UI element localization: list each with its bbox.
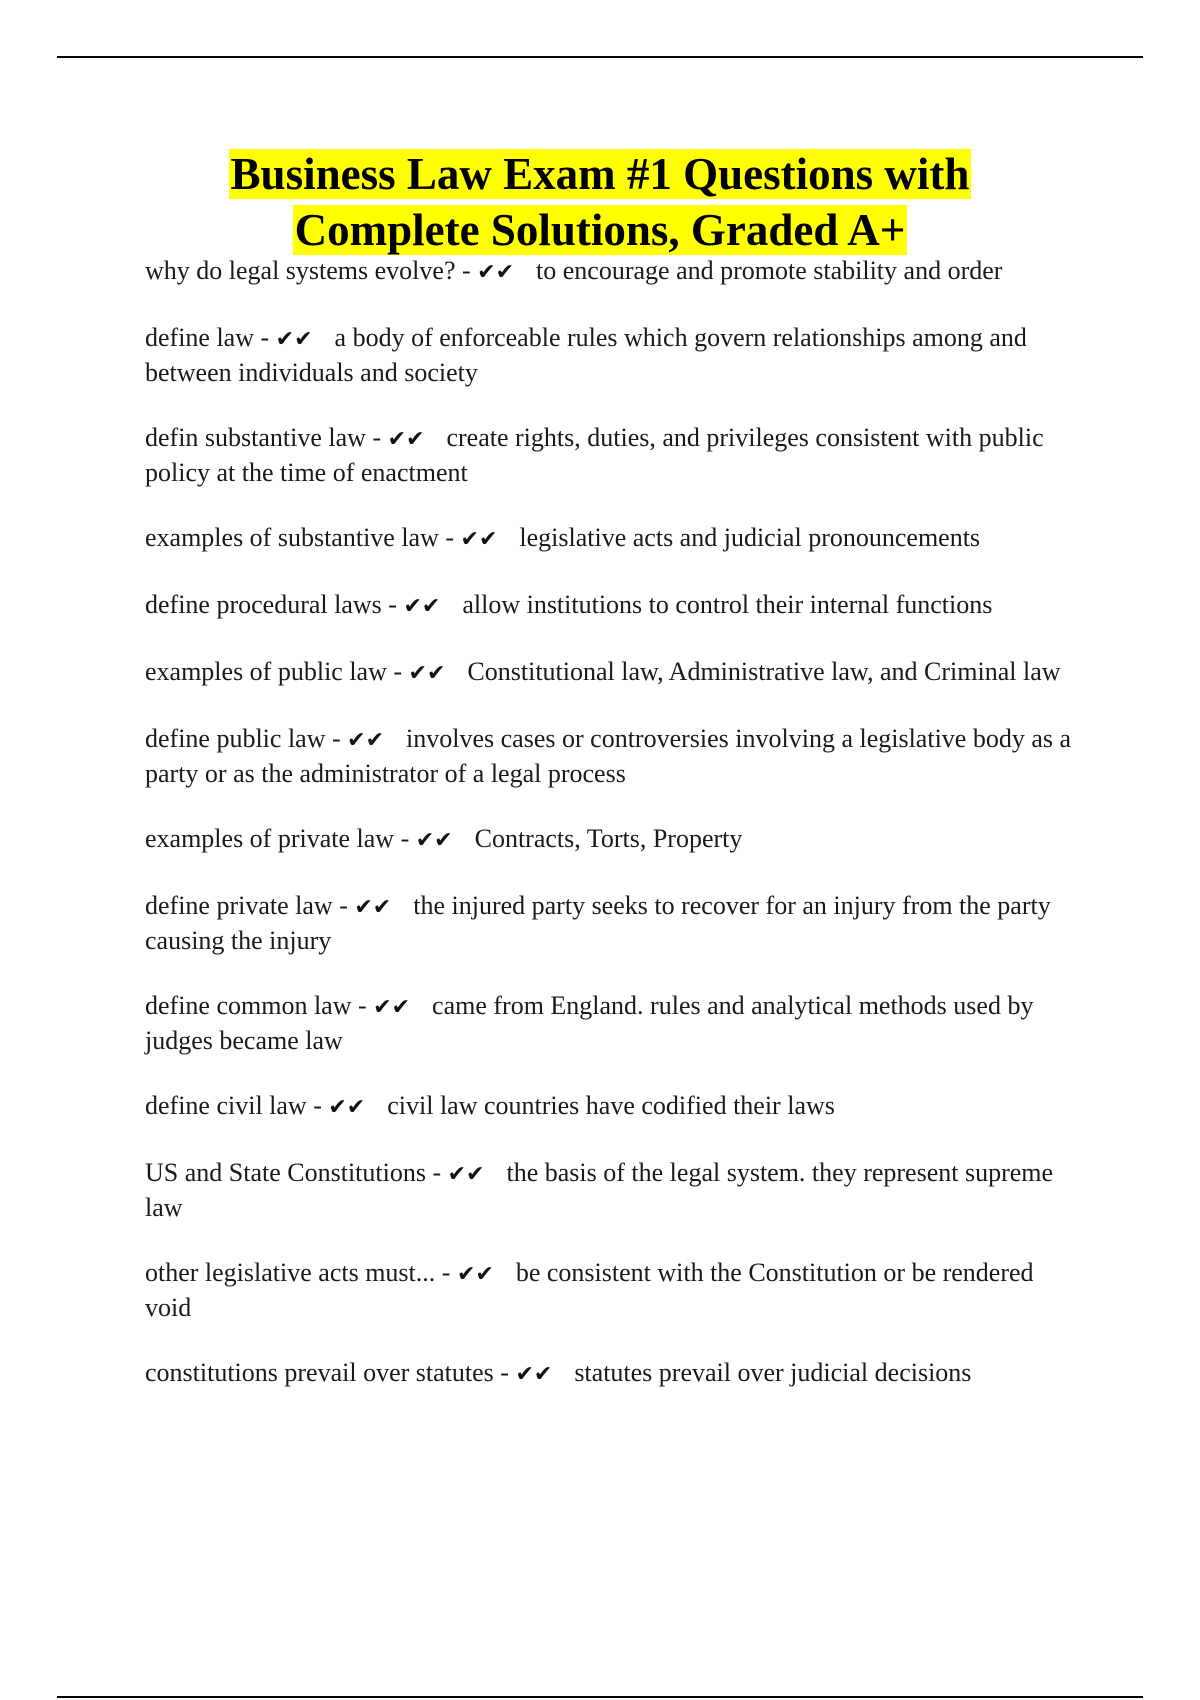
question-text: defin substantive law -: [145, 423, 382, 452]
title-line-2: Complete Solutions, Graded A+: [294, 205, 906, 255]
page-title: [100, 146, 1100, 258]
question-text: other legislative acts must... -: [145, 1258, 451, 1287]
question-text: define procedural laws -: [145, 590, 397, 619]
question-text: define public law -: [145, 724, 341, 753]
top-rule: [57, 56, 1143, 58]
qa-item: [145, 254, 1085, 289]
qa-item: [145, 1156, 1085, 1224]
answer-text: statutes prevail over judicial decisions: [574, 1358, 972, 1387]
question-text: define civil law -: [145, 1091, 322, 1120]
question-text: define law -: [145, 323, 270, 352]
double-check-icon: ✔✔: [408, 661, 446, 686]
answer-text: to encourage and promote stability and order: [536, 256, 1003, 285]
answer-text: civil law countries have codified their laws: [387, 1091, 835, 1120]
double-check-icon: ✔✔: [403, 594, 441, 619]
bottom-rule: [57, 1696, 1143, 1698]
question-text: define private law -: [145, 891, 348, 920]
answer-text: the basis of the legal system. they represent supreme law: [145, 1158, 1054, 1222]
question-text: US and State Constitutions -: [145, 1158, 442, 1187]
question-text: define common law -: [145, 991, 367, 1020]
question-text: constitutions prevail over statutes -: [145, 1358, 509, 1387]
qa-item: [145, 1256, 1085, 1324]
answer-text: involves cases or controversies involving a legislative body as a party or as the administrator of a legal process: [145, 724, 1072, 788]
qa-item: [145, 1356, 1085, 1391]
answer-text: create rights, duties, and privileges consistent with public policy at the time of enactment: [145, 423, 1044, 487]
double-check-icon: ✔✔: [447, 1162, 485, 1187]
double-check-icon: ✔✔: [373, 995, 411, 1020]
double-check-icon: ✔✔: [456, 1262, 494, 1287]
answer-text: Constitutional law, Administrative law, and Criminal law: [467, 657, 1061, 686]
qa-item: [145, 655, 1085, 690]
question-text: examples of public law -: [145, 657, 403, 686]
answer-text: came from England. rules and analytical methods used by judges became law: [145, 991, 1034, 1055]
qa-item: [145, 321, 1085, 389]
answer-text: Contracts, Torts, Property: [474, 824, 743, 853]
double-check-icon: ✔✔: [347, 728, 385, 753]
qa-item: [145, 588, 1085, 623]
qa-list: [145, 254, 1085, 1391]
double-check-icon: ✔✔: [387, 427, 425, 452]
double-check-icon: ✔✔: [477, 260, 515, 285]
double-check-icon: ✔✔: [275, 327, 313, 352]
double-check-icon: ✔✔: [354, 895, 392, 920]
title-line-1: Business Law Exam #1 Questions with: [230, 149, 970, 199]
answer-text: legislative acts and judicial pronouncements: [519, 523, 981, 552]
answer-text: the injured party seeks to recover for an injury from the party causing the injury: [145, 891, 1051, 955]
double-check-icon: ✔✔: [515, 1362, 553, 1387]
qa-item: [145, 822, 1085, 857]
double-check-icon: ✔✔: [415, 828, 453, 853]
qa-item: [145, 1089, 1085, 1124]
qa-item: [145, 989, 1085, 1057]
title-block: [100, 146, 1100, 258]
answer-text: a body of enforceable rules which govern relationships among and between individuals and society: [145, 323, 1027, 387]
qa-item: [145, 421, 1085, 489]
qa-item: [145, 722, 1085, 790]
question-text: examples of substantive law -: [145, 523, 455, 552]
double-check-icon: ✔✔: [460, 527, 498, 552]
qa-item: [145, 889, 1085, 957]
qa-item: [145, 521, 1085, 556]
answer-text: be consistent with the Constitution or be rendered void: [145, 1258, 1034, 1322]
double-check-icon: ✔✔: [328, 1095, 366, 1120]
answer-text: allow institutions to control their internal functions: [462, 590, 993, 619]
question-text: why do legal systems evolve? -: [145, 256, 471, 285]
question-text: examples of private law -: [145, 824, 410, 853]
